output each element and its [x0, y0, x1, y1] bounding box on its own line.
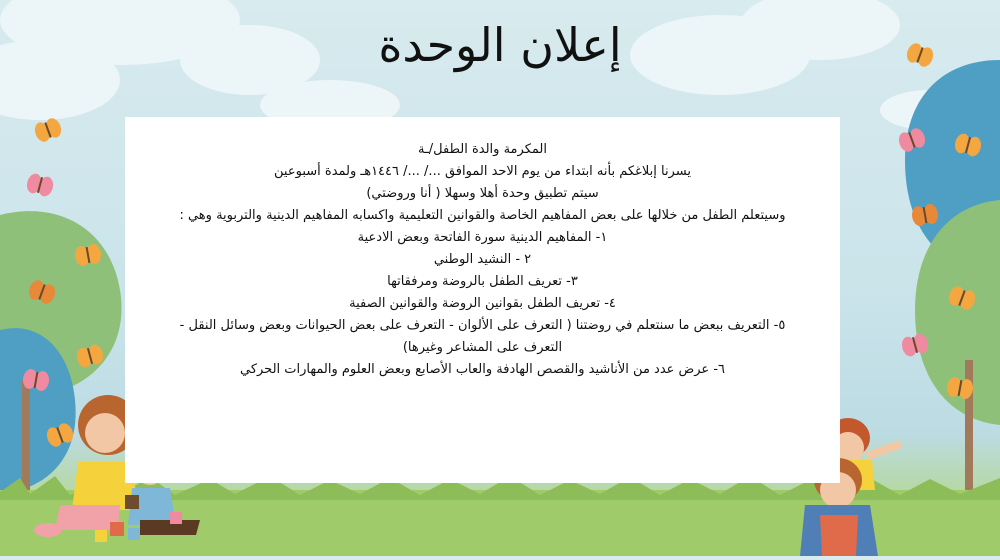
left-trees	[0, 211, 122, 500]
list-item-continuation: التعرف على المشاعر وغيرها)	[402, 340, 563, 355]
date-line: يسرنا إبلاغكم بأنه ابتداء من يوم الاحد الموافق .../ .../ ١٤٤٦هـ ولمدة أسبوعين	[274, 164, 691, 179]
butterfly-icon	[25, 172, 55, 198]
butterfly-icon	[32, 116, 63, 144]
list-item: ٢ - النشيد الوطني	[433, 252, 532, 267]
unit-line: سيتم تطبيق وحدة أهلا وسهلا ( أنا وروضتي)	[366, 186, 599, 201]
list-item: ٣- تعريف الطفل بالروضة ومرفقاتها	[387, 274, 578, 289]
intro-line: وسيتعلم الطفل من خلالها على بعض المفاهيم الخاصة والقوانين التعليمية واكسابه المفاهيم الدينية والتربوية وهي :	[179, 208, 786, 223]
right-trees	[905, 60, 1000, 500]
greeting-line: المكرمة والدة الطفل/ـة	[418, 142, 547, 157]
list-item: ٦- عرض عدد من الأناشيد والقصص الهادفة والعاب الأصابع وبعض العلوم والمهارات الحركي	[239, 362, 725, 377]
page-title: إعلان الوحدة	[378, 18, 622, 72]
list-item: ٥- التعريف ببعض ما سنتعلم في روضتنا ( التعرف على الألوان - التعرف على بعض الحيوانات وبعض وسائل النقل -	[179, 318, 786, 333]
list-item: ٤- تعريف الطفل بقوانين الروضة والقوانين الصفية	[349, 296, 616, 311]
list-item: ١- المفاهيم الدينية سورة الفاتحة وبعض الادعية	[357, 230, 608, 245]
announcement-card	[125, 117, 840, 483]
announcement-body	[125, 139, 840, 381]
